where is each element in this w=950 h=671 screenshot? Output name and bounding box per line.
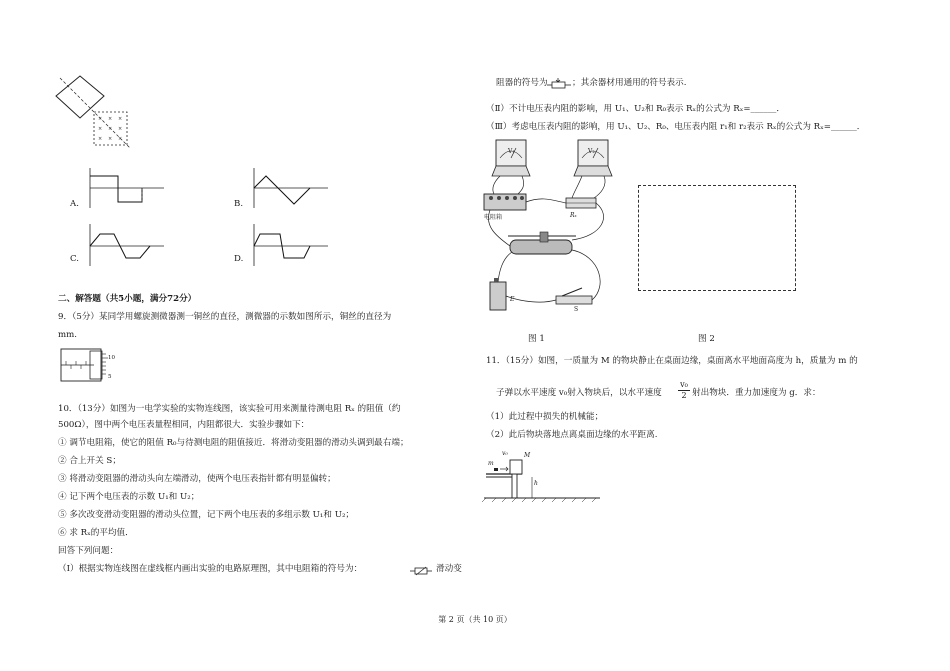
loop-in-field-figure: [50, 70, 140, 160]
resistance-box-symbol: [410, 566, 432, 576]
graph-option-b: [252, 166, 332, 210]
svg-text:×: ×: [118, 136, 123, 142]
svg-text:×: ×: [118, 126, 123, 132]
circuit-drawing-box[interactable]: [638, 185, 796, 291]
rheostat-symbol: [547, 78, 571, 90]
q10-step4: ④ 记下两个电压表的示数 U₁和 U₂；: [58, 492, 200, 502]
bullet-mass-label: m: [488, 460, 494, 467]
graph-option-c: [88, 222, 168, 268]
q10-line1: 10．（13分）如图为一电学实验的实物连线图，该实验可用来测量待测电阻 Rₓ 的阻值（约: [58, 404, 401, 414]
q10-part1-line: [58, 564, 362, 575]
section-title: 二、解答题（共5小题，满分72分）: [58, 294, 197, 304]
option-b-label: B.: [234, 199, 244, 209]
svg-text:×: ×: [98, 116, 103, 122]
option-d-label: D.: [234, 254, 244, 264]
svg-text:×: ×: [108, 136, 113, 142]
rx-label: Rₓ: [570, 212, 577, 219]
q10-part1-text: （Ⅰ）根据实物连线图在虚线框内画出实验的电路原理图，其中电阻箱的符号为：: [58, 564, 363, 574]
q10-answer-intro: 回答下列问题：: [58, 546, 119, 556]
svg-text:×: ×: [108, 126, 113, 132]
q10-rheostat-line: [496, 78, 548, 89]
q10-part1-d: ；其余器材用通用的符号表示.: [572, 78, 687, 88]
resistance-box-label: 电阻箱: [484, 214, 503, 221]
q10-step2: ② 合上开关 S；: [58, 456, 121, 466]
q10-step6: ⑥ 求 Rₓ的平均值．: [58, 528, 134, 538]
q10-line2: 500Ω），图中两个电压表量程相同，内阻都很大．实验步骤如下：: [58, 420, 310, 430]
block-mass-label: M: [524, 452, 531, 459]
fraction-numerator: v₀: [678, 380, 690, 391]
battery-label: E: [510, 296, 515, 303]
q10-step3: ③ 将滑动变阻器的滑动头向左端滑动，使两个电压表指针都有明显偏转；: [58, 474, 336, 484]
figure-2-caption: 图 2: [698, 334, 715, 344]
svg-text:×: ×: [98, 136, 103, 142]
q9-line1: 9．（5分）某同学用螺旋测微器测一铜丝的直径，测微器的示数如图所示，铜丝的直径为: [58, 312, 392, 322]
q10-step5: ⑤ 多次改变滑动变阻器的滑动头位置，记下两个电压表的多组示数 U₁和 U₂；: [58, 510, 354, 520]
micrometer-tick-top: 10: [108, 355, 115, 361]
switch-label: S: [574, 306, 579, 313]
v2-label: V₂: [588, 148, 595, 155]
q9-line2: mm.: [58, 330, 78, 340]
page-footer: 第 2 页（共 10 页）: [438, 615, 512, 624]
fraction-denominator: 2: [681, 391, 687, 400]
option-c-label: C.: [70, 254, 80, 264]
svg-text:×: ×: [108, 116, 113, 122]
q11-sub2: （2）此后物块落地点离桌面边缘的水平距离.: [486, 430, 658, 440]
q10-part3: （Ⅲ）考虑电压表内阻的影响，用 U₁、U₂、R₀、电压表内阻 r₁和 r₂表示 Rₓ的公式为 Rₓ=______．: [486, 122, 866, 132]
q10-part2: （Ⅱ）不计电压表内阻的影响，用 U₁、U₂和 R₀表示 Rₓ的公式为 Rₓ=______．: [486, 104, 785, 114]
v1-label: V₁: [508, 148, 515, 155]
q10-step1: ① 调节电阻箱，使它的阻值 R₀与待测电阻的阻值接近．将滑动变阻器的滑动头调到最右端；: [58, 438, 409, 448]
svg-text:×: ×: [98, 126, 103, 132]
svg-text:×: ×: [118, 116, 123, 122]
q11-sub1: （1）此过程中损失的机械能；: [486, 412, 604, 422]
height-label: h: [534, 480, 538, 487]
q11-line2-a: 子弹以水平速度 v₀射入物块后，以水平速度: [496, 388, 662, 398]
q11-line2-b: 射出物块．重力加速度为 g．求：: [692, 388, 821, 398]
velocity-label: v₀: [502, 450, 508, 457]
q11-line1: 11．（15分）如图，一质量为 M 的物块静止在桌面边缘，桌面离水平地面高度为 h，质量为 m 的: [486, 356, 858, 366]
q10-part1-c: 阻器的符号为: [496, 78, 548, 88]
graph-option-a: [88, 166, 168, 210]
graph-option-d: [252, 222, 332, 268]
q10-part1-continued: 滑动变: [436, 564, 462, 574]
apparatus-figure: [482, 136, 622, 326]
micrometer-tick-bottom: 5: [108, 374, 112, 380]
option-a-label: A.: [70, 199, 79, 209]
figure-1-caption: 图 1: [528, 334, 545, 344]
block-on-table-figure: [482, 446, 602, 508]
velocity-fraction: [678, 380, 690, 401]
